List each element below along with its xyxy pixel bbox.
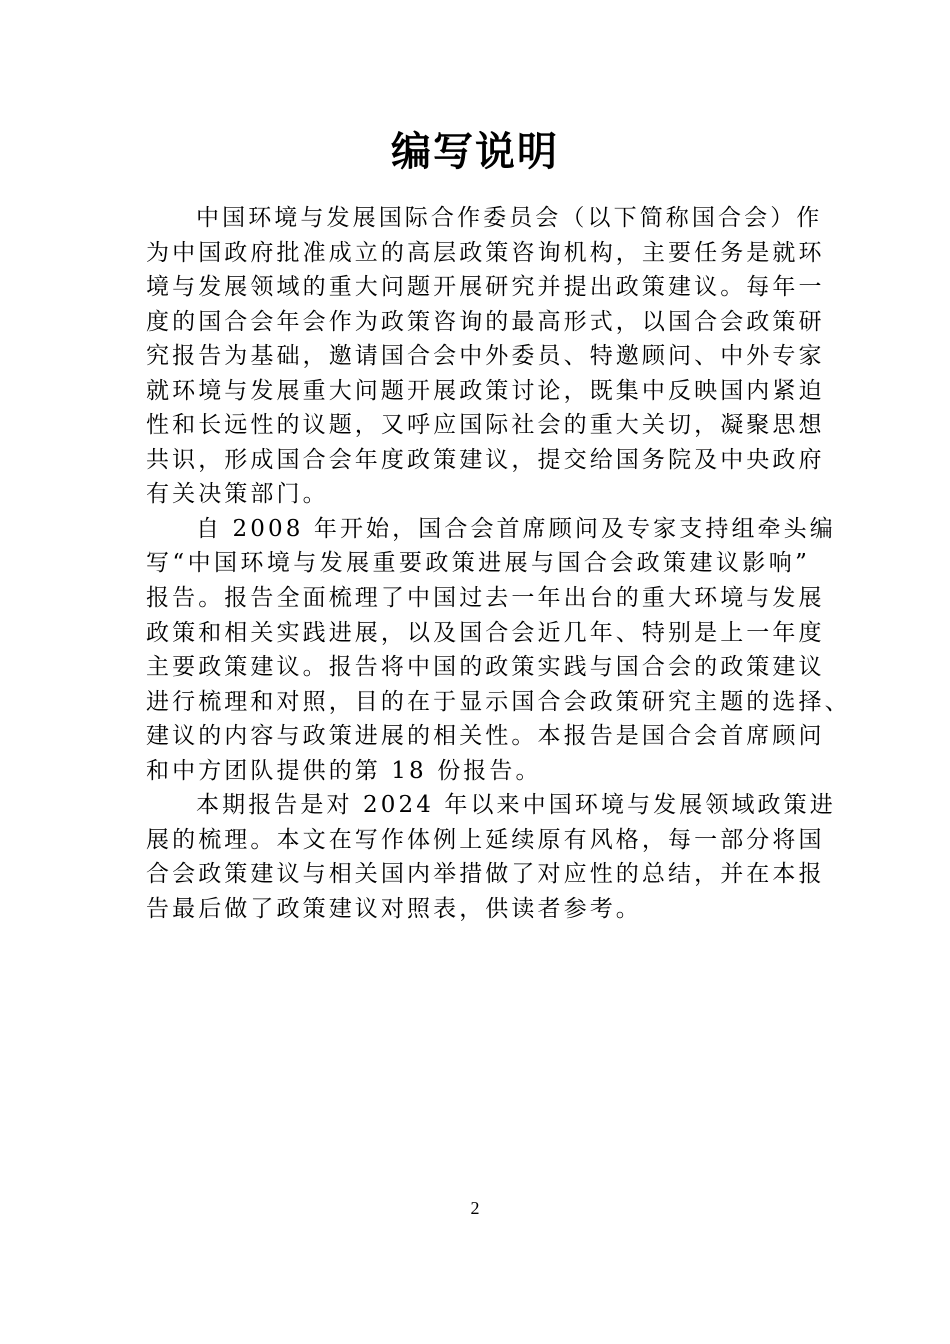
paragraph-1-line-5: 究报告为基础，邀请国合会中外委员、特邀顾问、中外专家 (146, 343, 825, 370)
paragraph-2-line-5: 主要政策建议。报告将中国的政策实践与国合会的政策建议 (146, 654, 825, 681)
paragraph-2-line-8: 和中方团队提供的第 18 份报告。 (146, 757, 542, 784)
paragraph-1-line-9: 有关决策部门。 (146, 481, 329, 508)
paragraph-3-line-3: 合会政策建议与相关国内举措做了对应性的总结，并在本报 (146, 861, 825, 888)
paragraph-2-line-1: 自 2008 年开始，国合会首席顾问及专家支持组牵头编 (196, 515, 836, 542)
paragraph-2-line-6: 进行梳理和对照，目的在于显示国合会政策研究主题的选择、 (146, 688, 851, 715)
paragraph-1-line-4: 度的国合会年会作为政策咨询的最高形式，以国合会政策研 (146, 308, 825, 335)
body-text (146, 201, 851, 926)
paragraph-3-line-2: 展的梳理。本文在写作体例上延续原有风格，每一部分将国 (146, 826, 825, 853)
paragraph-1-line-6: 就环境与发展重大问题开展政策讨论，既集中反映国内紧迫 (146, 377, 825, 404)
paragraph-1-line-3: 境与发展领域的重大问题开展研究并提出政策建议。每年一 (146, 274, 825, 301)
paragraph-1-line-7: 性和长远性的议题，又呼应国际社会的重大关切，凝聚思想 (146, 412, 825, 439)
page-number: 2 (470, 1198, 480, 1218)
paragraph-2-line-3: 报告。报告全面梳理了中国过去一年出台的重大环境与发展 (146, 585, 825, 612)
paragraph-1-line-1: 中国环境与发展国际合作委员会（以下简称国合会）作 (196, 205, 823, 231)
paragraph-3-line-4: 告最后做了政策建议对照表，供读者参考。 (146, 895, 642, 922)
paragraph-3-line-1: 本期报告是对 2024 年以来中国环境与发展领域政策进 (196, 792, 836, 819)
page-title: 编写说明 (391, 129, 559, 175)
paragraph-1-line-8: 共识，形成国合会年度政策建议，提交给国务院及中央政府 (146, 446, 825, 473)
paragraph-2-line-2: 写“中国环境与发展重要政策进展与国合会政策建议影响” (146, 550, 810, 577)
paragraph-1-line-2: 为中国政府批准成立的高层政策咨询机构，主要任务是就环 (146, 239, 825, 266)
paragraph-2-line-7: 建议的内容与政策进展的相关性。本报告是国合会首席顾问 (146, 723, 825, 750)
paragraph-2-line-4: 政策和相关实践进展，以及国合会近几年、特别是上一年度 (146, 619, 825, 646)
